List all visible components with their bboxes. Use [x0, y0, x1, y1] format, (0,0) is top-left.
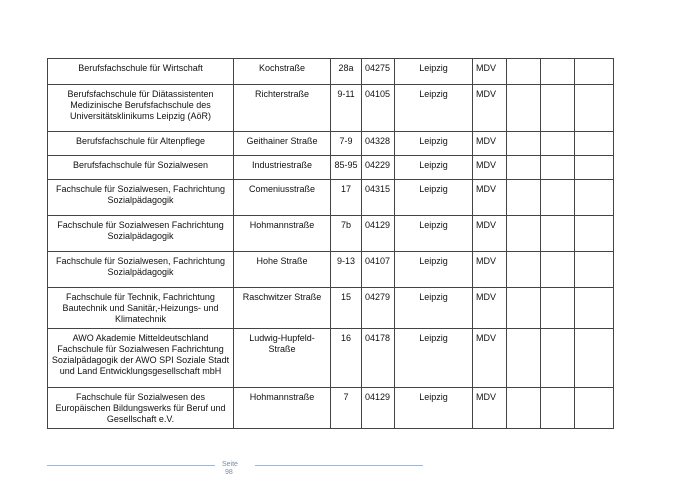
city-cell: Leipzig: [395, 85, 473, 132]
table-row: [48, 132, 614, 156]
street-cell: Geithainer Straße: [234, 132, 331, 156]
empty-cell: [507, 329, 541, 388]
city-cell: Leipzig: [395, 156, 473, 180]
table-row: [48, 329, 614, 388]
empty-cell: [541, 132, 575, 156]
house-number-cell: 28a: [331, 59, 362, 85]
table-body: [48, 59, 614, 429]
empty-cell: [541, 216, 575, 252]
postcode-cell: 04315: [362, 180, 395, 216]
city-cell: Leipzig: [395, 132, 473, 156]
street-cell: Richterstraße: [234, 85, 331, 132]
school-name-cell: Fachschule für Sozialwesen, Fachrichtung Sozialpädagogik: [48, 180, 234, 216]
city-cell: Leipzig: [395, 216, 473, 252]
city-cell: Leipzig: [395, 388, 473, 429]
empty-cell: [507, 59, 541, 85]
house-number-cell: 17: [331, 180, 362, 216]
tariff-zone-cell: MDV: [473, 252, 507, 288]
school-name-cell: Fachschule für Technik, Fachrichtung Bautechnik und Sanitär,-Heizungs- und Klimatechnik: [48, 288, 234, 329]
table-row: [48, 59, 614, 85]
tariff-zone-cell: MDV: [473, 216, 507, 252]
school-name-cell: AWO Akademie Mitteldeutschland Fachschule für Sozialwesen Fachrichtung Sozialpädagogik der AWO SPI Soziale Stadt und Land Entwicklungsgesellschaft mbH: [48, 329, 234, 388]
tariff-zone-cell: MDV: [473, 59, 507, 85]
empty-cell: [541, 388, 575, 429]
street-cell: Hohe Straße: [234, 252, 331, 288]
postcode-cell: 04328: [362, 132, 395, 156]
empty-cell: [507, 216, 541, 252]
postcode-cell: 04107: [362, 252, 395, 288]
empty-cell: [507, 132, 541, 156]
school-name-cell: Fachschule für Sozialwesen, Fachrichtung Sozialpädagogik: [48, 252, 234, 288]
street-cell: Industriestraße: [234, 156, 331, 180]
school-name-cell: Berufsfachschule für Diätassistenten Medizinische Berufsfachschule des Universitätsklinikums Leipzig (AöR): [48, 85, 234, 132]
house-number-cell: 9-13: [331, 252, 362, 288]
table-row: [48, 156, 614, 180]
table-row: [48, 216, 614, 252]
table-row: [48, 85, 614, 132]
empty-cell: [541, 156, 575, 180]
postcode-cell: 04229: [362, 156, 395, 180]
empty-cell: [541, 288, 575, 329]
city-cell: Leipzig: [395, 252, 473, 288]
house-number-cell: 7: [331, 388, 362, 429]
empty-cell: [507, 288, 541, 329]
empty-cell: [541, 85, 575, 132]
school-name-cell: Berufsfachschule für Altenpflege: [48, 132, 234, 156]
tariff-zone-cell: MDV: [473, 288, 507, 329]
house-number-cell: 85-95: [331, 156, 362, 180]
street-cell: Hohmannstraße: [234, 216, 331, 252]
street-cell: Comeniusstraße: [234, 180, 331, 216]
empty-cell: [541, 252, 575, 288]
postcode-cell: 04275: [362, 59, 395, 85]
street-cell: Raschwitzer Straße: [234, 288, 331, 329]
empty-cell: [507, 180, 541, 216]
house-number-cell: 7-9: [331, 132, 362, 156]
postcode-cell: 04279: [362, 288, 395, 329]
house-number-cell: 15: [331, 288, 362, 329]
school-name-cell: Berufsfachschule für Wirtschaft: [48, 59, 234, 85]
empty-cell: [507, 156, 541, 180]
house-number-cell: 9-11: [331, 85, 362, 132]
street-cell: Kochstraße: [234, 59, 331, 85]
empty-cell: [575, 85, 614, 132]
tariff-zone-cell: MDV: [473, 85, 507, 132]
city-cell: Leipzig: [395, 59, 473, 85]
tariff-zone-cell: MDV: [473, 180, 507, 216]
empty-cell: [541, 180, 575, 216]
table-row: [48, 388, 614, 429]
tariff-zone-cell: MDV: [473, 329, 507, 388]
empty-cell: [507, 85, 541, 132]
postcode-cell: 04178: [362, 329, 395, 388]
footer-page-label: Seite: [222, 461, 238, 468]
empty-cell: [575, 288, 614, 329]
empty-cell: [575, 59, 614, 85]
street-cell: Hohmannstraße: [234, 388, 331, 429]
house-number-cell: 7b: [331, 216, 362, 252]
city-cell: Leipzig: [395, 329, 473, 388]
footer-rule-left: [47, 465, 215, 466]
schools-table: [47, 58, 614, 429]
house-number-cell: 16: [331, 329, 362, 388]
postcode-cell: 04129: [362, 216, 395, 252]
table-row: [48, 288, 614, 329]
city-cell: Leipzig: [395, 180, 473, 216]
street-cell: Ludwig-Hupfeld-Straße: [234, 329, 331, 388]
tariff-zone-cell: MDV: [473, 388, 507, 429]
empty-cell: [575, 156, 614, 180]
empty-cell: [575, 180, 614, 216]
empty-cell: [575, 329, 614, 388]
empty-cell: [575, 388, 614, 429]
school-name-cell: Berufsfachschule für Sozialwesen: [48, 156, 234, 180]
school-name-cell: Fachschule für Sozialwesen des Europäischen Bildungswerks für Beruf und Gesellschaft e.V.: [48, 388, 234, 429]
empty-cell: [541, 329, 575, 388]
postcode-cell: 04129: [362, 388, 395, 429]
tariff-zone-cell: MDV: [473, 132, 507, 156]
school-name-cell: Fachschule für Sozialwesen Fachrichtung Sozialpädagogik: [48, 216, 234, 252]
footer-rule-right: [255, 465, 423, 466]
table-row: [48, 252, 614, 288]
empty-cell: [507, 252, 541, 288]
footer-page-number: 98: [225, 469, 233, 476]
postcode-cell: 04105: [362, 85, 395, 132]
empty-cell: [575, 252, 614, 288]
empty-cell: [507, 388, 541, 429]
empty-cell: [541, 59, 575, 85]
empty-cell: [575, 216, 614, 252]
table-row: [48, 180, 614, 216]
city-cell: Leipzig: [395, 288, 473, 329]
tariff-zone-cell: MDV: [473, 156, 507, 180]
empty-cell: [575, 132, 614, 156]
